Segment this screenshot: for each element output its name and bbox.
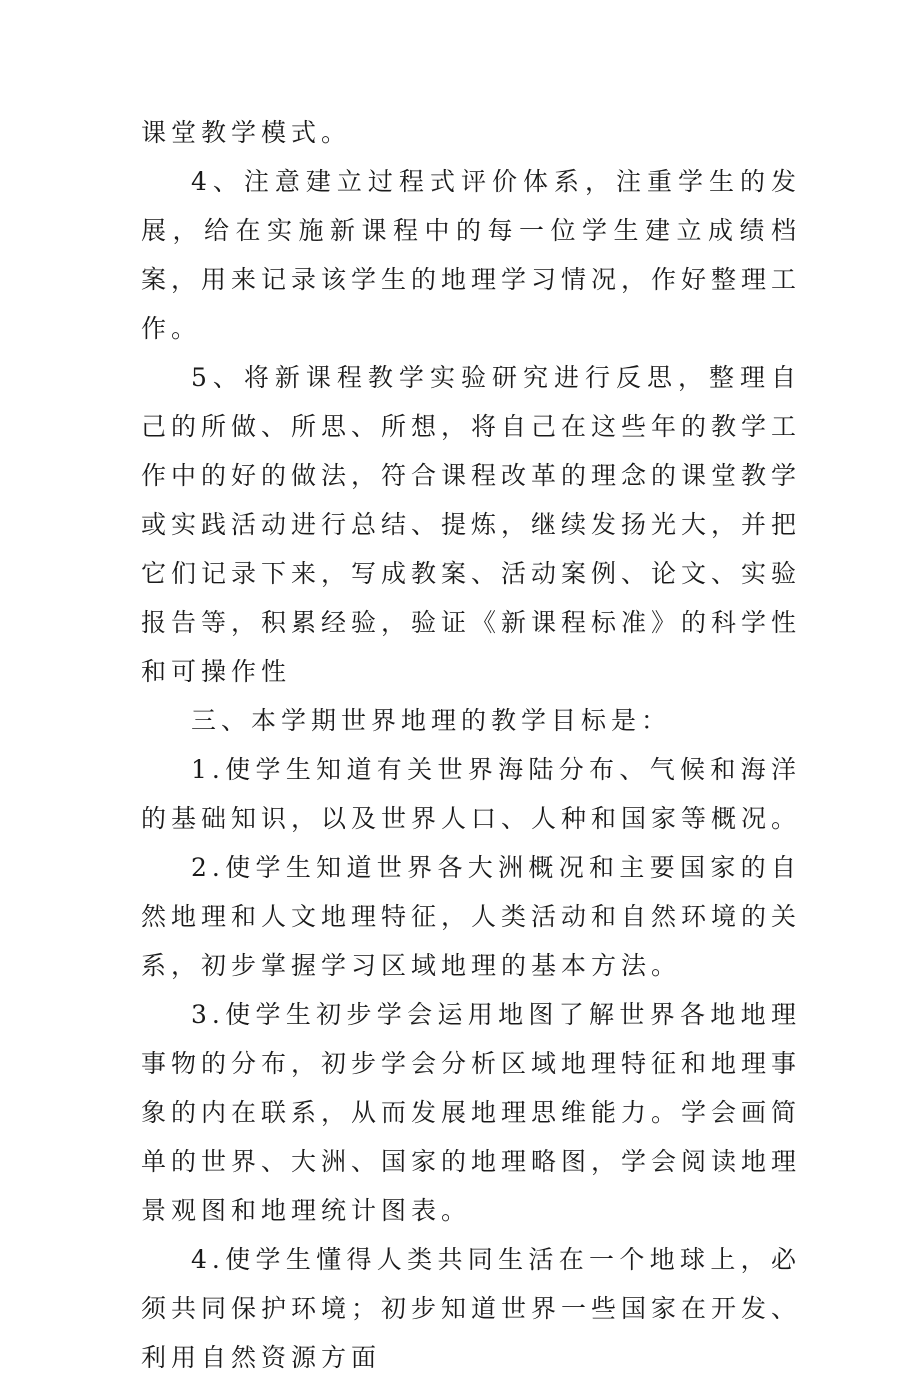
document-body: [141, 108, 801, 1382]
paragraph-6: 2.使学生知道世界各大洲概况和主要国家的自然地理和人文地理特征，人类活动和自然环境的关系，初步掌握学习区域地理的基本方法。: [141, 853, 802, 980]
paragraph-8: 4.使学生懂得人类共同生活在一个地球上，必须共同保护环境；初步知道世界一些国家在开发、利用自然资源方面: [141, 1245, 802, 1372]
paragraph-1: 课堂教学模式。: [141, 118, 352, 147]
paragraph-3: 5、将新课程教学实验研究进行反思，整理自己的所做、所思、所想，将自己在这些年的教学工作中的好的做法，符合课程改革的理念的课堂教学或实践活动进行总结、提炼，继续发扬光大，并把它们记录下来，写成教案、活动案例、论文、实验报告等，积累经验，验证《新课程标准》的科学性和可操作性: [141, 363, 802, 686]
paragraph-7: 3.使学生初步学会运用地图了解世界各地地理事物的分布，初步学会分析区域地理特征和地理事象的内在联系，从而发展地理思维能力。学会画简单的世界、大洲、国家的地理略图，学会阅读地理景观图和地理统计图表。: [141, 1000, 802, 1225]
paragraph-2: 4、注意建立过程式评价体系，注重学生的发展，给在实施新课程中的每一位学生建立成绩档案，用来记录该学生的地理学习情况，作好整理工作。: [141, 167, 802, 343]
paragraph-5: 1.使学生知道有关世界海陆分布、气候和海洋的基础知识，以及世界人口、人种和国家等概况。: [141, 755, 802, 833]
paragraph-4-section-heading: 三、本学期世界地理的教学目标是：: [191, 706, 672, 735]
